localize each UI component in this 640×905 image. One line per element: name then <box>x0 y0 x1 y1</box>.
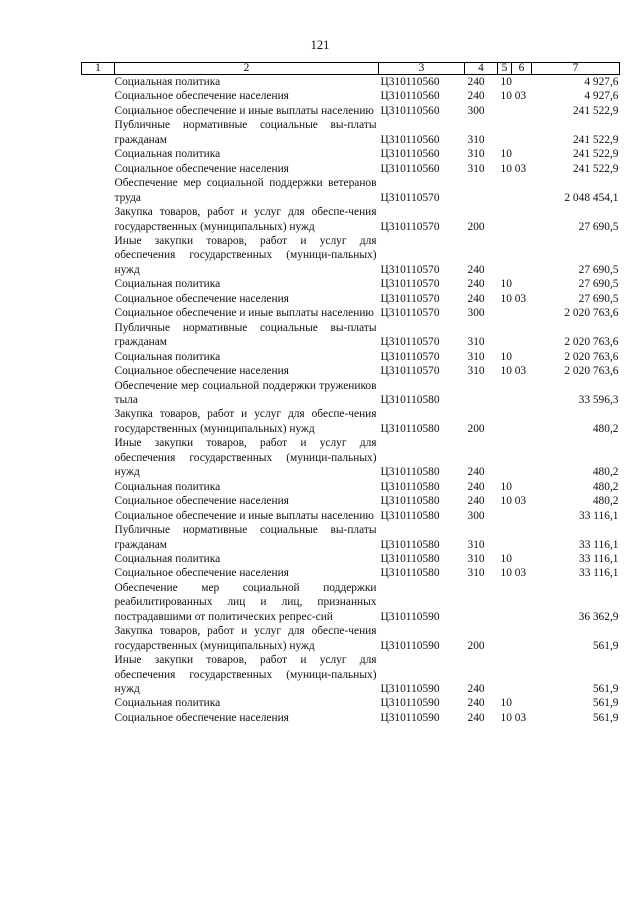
row-number-cell <box>82 379 115 408</box>
column-header-4: 4 <box>465 63 498 75</box>
row-name: Социальное обеспечение населения <box>114 90 289 103</box>
row-code: Ц310110580 <box>380 466 440 479</box>
row-section <box>498 407 532 436</box>
row-name: Социальная политика <box>114 350 221 363</box>
table-row <box>82 523 620 552</box>
row-name: Социальное обеспечение и иные выплаты населению <box>114 104 374 117</box>
row-amount: 27 690,5 <box>578 292 619 305</box>
table-row <box>82 624 620 653</box>
row-number-cell <box>82 205 115 234</box>
row-code: Ц310110590 <box>380 697 440 710</box>
table-row <box>82 75 620 90</box>
row-code: Ц310110580 <box>380 538 440 551</box>
table-row <box>82 436 620 479</box>
row-section: 10 03 <box>500 90 527 103</box>
column-header-5: 5 <box>498 63 512 75</box>
row-code: Ц310110560 <box>380 133 440 146</box>
table-row <box>82 89 620 103</box>
column-header-row <box>82 63 620 75</box>
row-section: 10 03 <box>500 365 527 378</box>
row-name: Публичные нормативные социальные вы-платы гражданам <box>114 321 377 349</box>
row-name: Социальное обеспечение населения <box>114 365 289 378</box>
row-name: Закупка товаров, работ и услуг для обеспе-чения государственных (муниципальных) нужд <box>114 206 377 233</box>
row-section <box>498 104 532 118</box>
row-code: Ц310110580 <box>380 422 440 435</box>
row-name: Социальное обеспечение населения <box>114 162 289 175</box>
table-row <box>82 696 620 710</box>
row-name: Иные закупки товаров, работ и услуг для обеспечения государственных (муници-пальных) нужд <box>114 437 377 479</box>
row-expense-type <box>465 176 498 205</box>
row-name: Социальное обеспечение населения <box>114 711 289 724</box>
row-number-cell <box>82 436 115 479</box>
row-section: 10 <box>500 278 512 291</box>
table-row <box>82 552 620 566</box>
table-row <box>82 711 620 725</box>
row-section: 10 <box>500 697 512 710</box>
row-code: Ц310110580 <box>380 509 440 522</box>
table-row <box>82 350 620 364</box>
table-row <box>82 205 620 234</box>
row-number-cell <box>82 234 115 277</box>
row-code: Ц310110590 <box>380 711 440 724</box>
row-expense-type: 240 <box>467 495 485 508</box>
row-number-cell <box>82 162 115 176</box>
row-expense-type: 240 <box>467 76 485 88</box>
column-header-2: 2 <box>115 63 379 75</box>
row-amount: 33 596,3 <box>578 393 619 406</box>
row-code: Ц310110560 <box>380 104 440 117</box>
row-expense-type: 240 <box>467 278 485 291</box>
row-number-cell <box>82 523 115 552</box>
row-code: Ц310110590 <box>380 610 440 623</box>
column-header-7: 7 <box>532 63 620 75</box>
row-name: Обеспечение мер социальной поддержки ветеранов труда <box>114 177 377 204</box>
row-section <box>498 436 532 479</box>
row-number-cell <box>82 321 115 350</box>
table-row <box>82 509 620 523</box>
row-amount: 33 116,1 <box>579 552 619 565</box>
row-number-cell <box>82 277 115 291</box>
row-section <box>498 379 532 408</box>
row-code: Ц310110570 <box>380 292 440 305</box>
row-number-cell <box>82 292 115 306</box>
row-name: Обеспечение мер социальной поддержки тружеников тыла <box>114 379 377 406</box>
row-amount: 33 116,1 <box>579 509 619 522</box>
row-expense-type: 200 <box>467 422 485 435</box>
row-section <box>498 321 532 350</box>
row-code: Ц310110590 <box>380 683 440 696</box>
table-row <box>82 566 620 580</box>
row-name: Социальная политика <box>114 697 221 710</box>
row-amount: 2 020 763,6 <box>564 350 619 363</box>
row-expense-type <box>465 379 498 408</box>
row-number-cell <box>82 581 115 624</box>
row-name: Иные закупки товаров, работ и услуг для обеспечения государственных (муници-пальных) нужд <box>114 654 377 696</box>
row-amount: 561,9 <box>592 697 619 710</box>
row-number-cell <box>82 696 115 710</box>
row-name: Закупка товаров, работ и услуг для обеспе-чения государственных (муниципальных) нужд <box>114 408 377 435</box>
row-expense-type: 240 <box>467 480 485 493</box>
row-expense-type: 240 <box>467 263 485 276</box>
row-expense-type: 240 <box>467 466 485 479</box>
row-name: Социальная политика <box>114 480 221 493</box>
row-code: Ц310110570 <box>380 263 440 276</box>
row-code: Ц310110580 <box>380 393 440 406</box>
budget-table <box>81 62 620 725</box>
row-amount: 33 116,1 <box>579 567 619 580</box>
row-name: Обеспечение мер социальной поддержки реабилитированных лиц и лиц, признанных пострадавшими от политических репрес-сий <box>114 581 377 623</box>
row-code: Ц310110580 <box>380 495 440 508</box>
row-section: 10 <box>500 350 512 363</box>
row-amount: 561,9 <box>592 639 619 652</box>
table-body <box>82 75 620 726</box>
row-amount: 561,9 <box>592 683 619 696</box>
row-amount: 27 690,5 <box>578 278 619 291</box>
row-code: Ц310110570 <box>380 307 440 320</box>
row-amount: 2 020 763,6 <box>564 365 619 378</box>
row-expense-type: 240 <box>467 90 485 103</box>
row-expense-type: 310 <box>467 162 485 175</box>
table-row <box>82 104 620 118</box>
row-expense-type: 240 <box>467 683 485 696</box>
row-code: Ц310110580 <box>380 480 440 493</box>
row-number-cell <box>82 552 115 566</box>
row-amount: 2 048 454,1 <box>564 191 619 204</box>
row-amount: 27 690,5 <box>578 263 619 276</box>
row-section <box>498 624 532 653</box>
table-row <box>82 653 620 696</box>
row-section <box>498 306 532 320</box>
row-expense-type: 310 <box>467 365 485 378</box>
row-section <box>498 653 532 696</box>
row-number-cell <box>82 624 115 653</box>
row-expense-type: 310 <box>467 133 485 146</box>
row-amount: 33 116,1 <box>579 538 619 551</box>
row-number-cell <box>82 364 115 378</box>
table-row <box>82 147 620 161</box>
row-code: Ц310110590 <box>380 639 440 652</box>
table-row <box>82 494 620 508</box>
row-code: Ц310110570 <box>380 191 440 204</box>
table-row <box>82 162 620 176</box>
row-name: Иные закупки товаров, работ и услуг для обеспечения государственных (муници-пальных) нужд <box>114 234 377 276</box>
row-name: Социальное обеспечение и иные выплаты населению <box>114 307 374 320</box>
row-expense-type: 200 <box>467 639 485 652</box>
row-expense-type: 310 <box>467 350 485 363</box>
row-expense-type: 300 <box>467 307 485 320</box>
row-code: Ц310110560 <box>380 76 440 88</box>
row-number-cell <box>82 75 115 90</box>
row-expense-type: 300 <box>467 104 485 117</box>
row-code: Ц310110570 <box>380 350 440 363</box>
row-code: Ц310110560 <box>380 148 440 161</box>
row-expense-type: 200 <box>467 220 485 233</box>
row-expense-type: 240 <box>467 697 485 710</box>
row-amount: 480,2 <box>592 480 619 493</box>
row-name: Социальное обеспечение населения <box>114 567 289 580</box>
row-code: Ц310110560 <box>380 90 440 103</box>
row-section <box>498 205 532 234</box>
row-name: Социальное обеспечение и иные выплаты населению <box>114 509 374 522</box>
row-amount: 480,2 <box>592 466 619 479</box>
row-code: Ц310110580 <box>380 552 440 565</box>
row-section <box>498 523 532 552</box>
row-section: 10 03 <box>500 495 527 508</box>
row-expense-type: 310 <box>467 148 485 161</box>
table-row <box>82 407 620 436</box>
table-row <box>82 292 620 306</box>
table-row <box>82 306 620 320</box>
table-row <box>82 118 620 147</box>
row-section: 10 <box>500 480 512 493</box>
column-header-6: 6 <box>512 63 532 75</box>
row-expense-type <box>465 581 498 624</box>
row-number-cell <box>82 509 115 523</box>
row-number-cell <box>82 104 115 118</box>
row-amount: 241 522,9 <box>572 162 619 175</box>
row-number-cell <box>82 653 115 696</box>
table-row <box>82 277 620 291</box>
row-code: Ц310110560 <box>380 162 440 175</box>
row-amount: 480,2 <box>592 495 619 508</box>
row-name: Социальное обеспечение населения <box>114 292 289 305</box>
row-expense-type: 310 <box>467 336 485 349</box>
row-name: Социальная политика <box>114 76 221 88</box>
row-section: 10 03 <box>500 711 527 724</box>
row-number-cell <box>82 147 115 161</box>
row-amount: 561,9 <box>592 711 619 724</box>
row-code: Ц310110570 <box>380 220 440 233</box>
row-number-cell <box>82 711 115 725</box>
row-number-cell <box>82 350 115 364</box>
row-number-cell <box>82 407 115 436</box>
row-code: Ц310110580 <box>380 567 440 580</box>
row-amount: 241 522,9 <box>572 148 619 161</box>
row-expense-type: 310 <box>467 538 485 551</box>
row-name: Социальная политика <box>114 148 221 161</box>
row-name: Публичные нормативные социальные вы-платы гражданам <box>114 119 377 146</box>
row-name: Социальное обеспечение населения <box>114 495 289 508</box>
row-code: Ц310110570 <box>380 278 440 291</box>
table-row <box>82 364 620 378</box>
row-number-cell <box>82 494 115 508</box>
row-expense-type: 240 <box>467 292 485 305</box>
row-amount: 2 020 763,6 <box>564 336 619 349</box>
row-amount: 480,2 <box>592 422 619 435</box>
row-number-cell <box>82 118 115 147</box>
row-number-cell <box>82 306 115 320</box>
table-row <box>82 176 620 205</box>
row-section: 10 <box>500 552 512 565</box>
column-header-3: 3 <box>379 63 465 75</box>
row-amount: 2 020 763,6 <box>564 307 619 320</box>
row-section: 10 03 <box>500 567 527 580</box>
row-amount: 241 522,9 <box>572 104 619 117</box>
row-number-cell <box>82 566 115 580</box>
row-amount: 4 927,6 <box>584 76 619 88</box>
table-row <box>82 581 620 624</box>
row-name: Закупка товаров, работ и услуг для обеспе-чения государственных (муниципальных) нужд <box>114 625 377 652</box>
row-expense-type: 300 <box>467 509 485 522</box>
table-row <box>82 480 620 494</box>
row-section <box>498 118 532 147</box>
row-expense-type: 310 <box>467 552 485 565</box>
row-amount: 241 522,9 <box>572 133 619 146</box>
row-name: Социальная политика <box>114 552 221 565</box>
table-row <box>82 321 620 350</box>
row-amount: 27 690,5 <box>578 220 619 233</box>
row-name: Публичные нормативные социальные вы-платы гражданам <box>114 524 377 551</box>
row-section: 10 03 <box>500 292 527 305</box>
row-amount: 4 927,6 <box>584 90 619 103</box>
table-row <box>82 234 620 277</box>
row-expense-type: 310 <box>467 567 485 580</box>
row-section: 10 <box>500 76 512 88</box>
row-code: Ц310110570 <box>380 365 440 378</box>
page-number: 121 <box>310 38 330 52</box>
row-section <box>498 176 532 205</box>
table-row <box>82 379 620 408</box>
row-number-cell <box>82 89 115 103</box>
row-section <box>498 509 532 523</box>
row-section: 10 <box>500 148 512 161</box>
row-number-cell <box>82 480 115 494</box>
row-section <box>498 581 532 624</box>
row-amount: 36 362,9 <box>578 610 619 623</box>
row-name: Социальная политика <box>114 278 221 291</box>
column-header-1: 1 <box>82 63 115 75</box>
row-code: Ц310110570 <box>380 336 440 349</box>
row-expense-type: 240 <box>467 711 485 724</box>
row-section: 10 03 <box>500 162 527 175</box>
row-number-cell <box>82 176 115 205</box>
row-section <box>498 234 532 277</box>
